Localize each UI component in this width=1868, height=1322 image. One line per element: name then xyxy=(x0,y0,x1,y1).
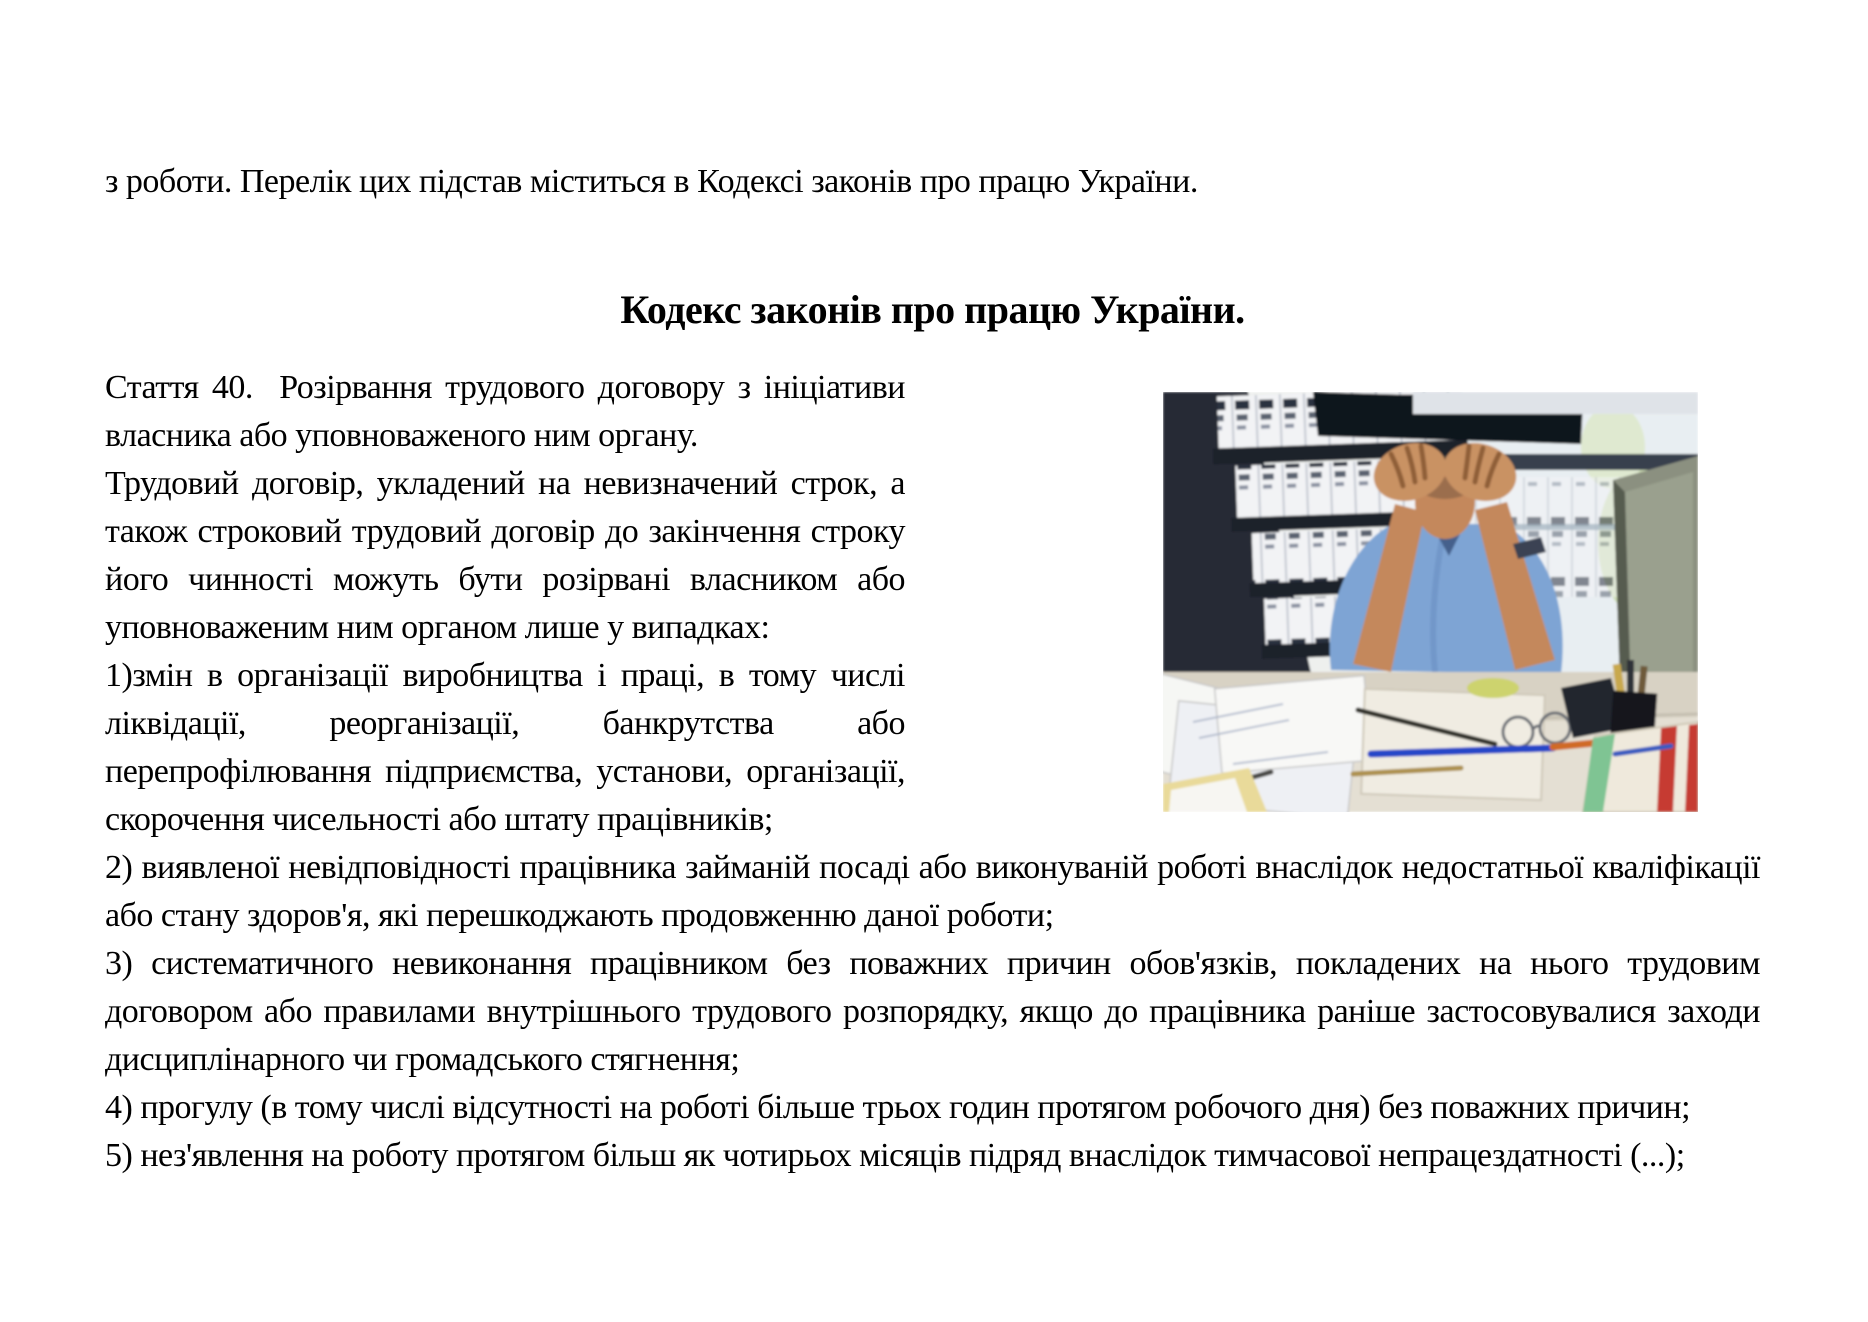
article-intro: Трудовий договір, укладений на невизначений строк, а також строковий трудовий договір до закінчення строку його чинності можуть бути розірвані власником або уповноваженим ним органом лише у випадках: xyxy=(105,465,905,646)
article-item-4: 4) прогулу (в тому числі відсутності на роботі більше трьох годин протягом робочого дня) без поважних причин; xyxy=(105,1089,1691,1126)
article-item-2: 2) виявленої невідповідності працівника займаній посаді або виконуваній роботі внаслідок недостатньої кваліфікації або стану здоров'я, які перешкоджають продовженню даної роботи; xyxy=(105,849,1760,934)
folders xyxy=(1583,722,1698,812)
stressed-man-illustration xyxy=(1163,392,1698,812)
article-title: Стаття 40. Розірвання трудового договору з ініціативи власника або уповноваженого ним органу. xyxy=(105,369,905,454)
notepad xyxy=(1361,689,1545,800)
article-item-1: 1)змін в організації виробництва і праці, в тому числі ліквідації, реорганізації, банкрутства або перепрофілювання підприємства, установи, організації, скорочення чисельності або штату працівників; xyxy=(105,657,905,838)
article-40 xyxy=(105,364,1760,1180)
office-photo xyxy=(1163,392,1698,812)
article-item-3: 3) систематичного невиконання працівником без поважних причин обов'язків, покладених на нього трудовим договором або правилами внутрішнього трудового розпорядку, якщо до працівника раніше застосовувалися заходи дисциплінарного чи громадського стягнення; xyxy=(105,945,1760,1078)
article-item-5: 5) нез'явлення на роботу протягом більш як чотирьох місяців підряд внаслідок тимчасової непрацездатності (...); xyxy=(105,1137,1685,1174)
orange-pen xyxy=(1553,743,1595,747)
page-title: Кодекс законів про працю України. xyxy=(620,287,1245,332)
intro-line: з роботи. Перелік цих підстав міститься в Кодексі законів про працю України. xyxy=(105,163,1198,200)
